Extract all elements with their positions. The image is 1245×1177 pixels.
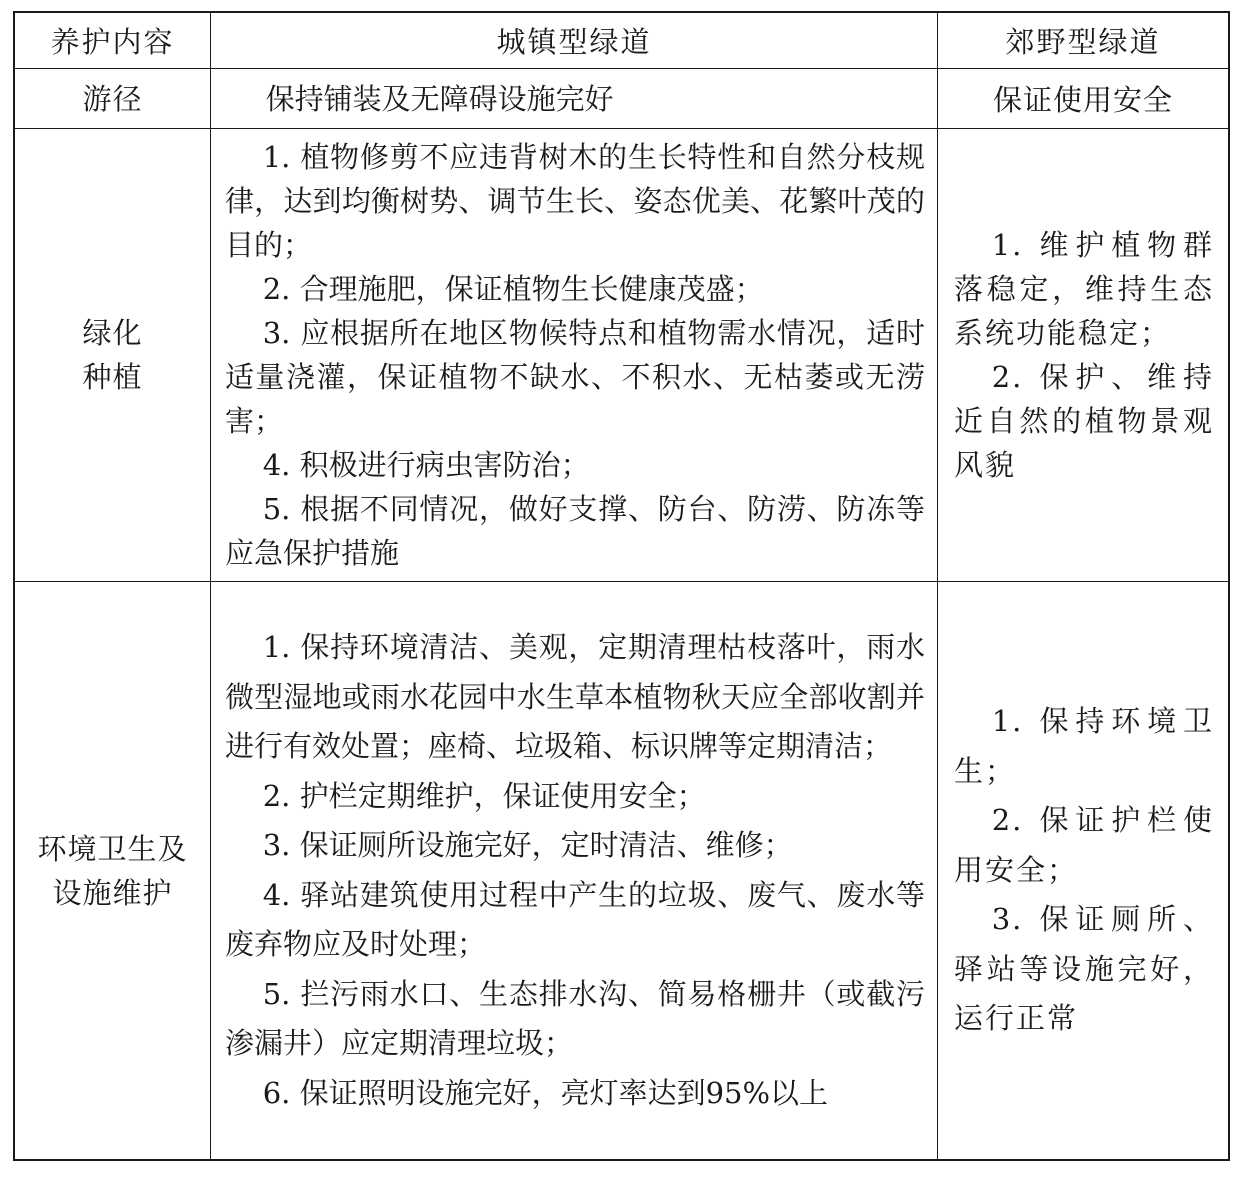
list-item: 1. 维护植物群落稳定，维持生态系统功能稳定；: [954, 228, 1214, 350]
table-row: [15, 69, 1228, 129]
list-item: 4. 积极进行病虫害防治；: [262, 448, 590, 482]
header-cell-suburban: [938, 13, 1228, 68]
suburban-list: [938, 223, 1228, 487]
list-item: 2. 保护、维持近自然的植物景观风貌: [954, 360, 1214, 482]
category-line: 环境卫生及: [37, 831, 188, 866]
urban-cell: [211, 582, 938, 1159]
list-item: 保证使用安全: [992, 83, 1173, 117]
category-cell: [15, 582, 211, 1159]
list-item: 5. 根据不同情况，做好支撑、防台、防涝、防冻等应急保护措施: [225, 492, 925, 570]
list-item: 保持铺装及无障碍设施完好: [265, 81, 614, 116]
list-item: 5. 拦污雨水口、生态排水沟、简易格栅井（或截污渗漏井）应定期清理垃圾；: [225, 976, 925, 1060]
table-row: [15, 129, 1228, 582]
category-line: 绿化: [82, 316, 143, 350]
urban-cell: [211, 129, 938, 581]
list-item: 3. 保证厕所、驿站等设施完好，运行正常: [954, 902, 1214, 1036]
category-label: 游径: [82, 81, 143, 116]
category-line: 设施维护: [52, 875, 173, 910]
header-label-maintenance-content: 养护内容: [50, 25, 175, 59]
list-item: 3. 应根据所在地区物候特点和植物需水情况，适时适量浇灌，保证植物不缺水、不积水、无枯萎或无涝害；: [225, 316, 925, 438]
table-header-row: [15, 13, 1228, 69]
maintenance-table: [13, 11, 1230, 1161]
suburban-cell: [938, 69, 1228, 128]
urban-list: [211, 623, 937, 1118]
header-label-urban-greenway: 城镇型绿道: [496, 25, 652, 59]
category-cell: [15, 69, 211, 128]
category-cell: [15, 129, 211, 581]
list-item: 2. 合理施肥，保证植物生长健康茂盛；: [262, 272, 764, 306]
list-item: 3. 保证厕所设施完好，定时清洁、维修；: [262, 828, 793, 862]
category-label: [82, 311, 142, 399]
urban-list: [211, 135, 937, 575]
urban-cell: [211, 69, 938, 128]
list-item: 2. 护栏定期维护，保证使用安全；: [262, 778, 706, 813]
header-cell-content: [15, 13, 211, 68]
suburban-cell: [938, 582, 1228, 1159]
suburban-list: [938, 697, 1228, 1044]
list-item: 4. 驿站建筑使用过程中产生的垃圾、废气、废水等废弃物应及时处理；: [225, 877, 925, 961]
table-row: [15, 582, 1228, 1159]
urban-list: [211, 77, 937, 121]
header-cell-urban: [211, 13, 938, 68]
list-item: 1. 植物修剪不应违背树木的生长特性和自然分枝规律，达到均衡树势、调节生长、姿态优美、花繁叶茂的目的；: [225, 140, 925, 262]
list-item: 1. 保持环境清洁、美观，定期清理枯枝落叶，雨水微型湿地或雨水花园中水生草本植物秋天应全部收割并进行有效处置；座椅、垃圾箱、标识牌等定期清洁；: [225, 630, 925, 763]
category-line: 种植: [82, 360, 143, 394]
list-item: 1. 保持环境卫生；: [954, 704, 1214, 788]
suburban-cell: [938, 129, 1228, 581]
category-label: [37, 827, 187, 915]
header-label-suburban-greenway: 郊野型绿道: [1005, 25, 1161, 59]
list-item: 6. 保证照明设施完好，亮灯率达到95%以上: [262, 1075, 829, 1110]
list-item: 2. 保证护栏使用安全；: [954, 803, 1214, 887]
